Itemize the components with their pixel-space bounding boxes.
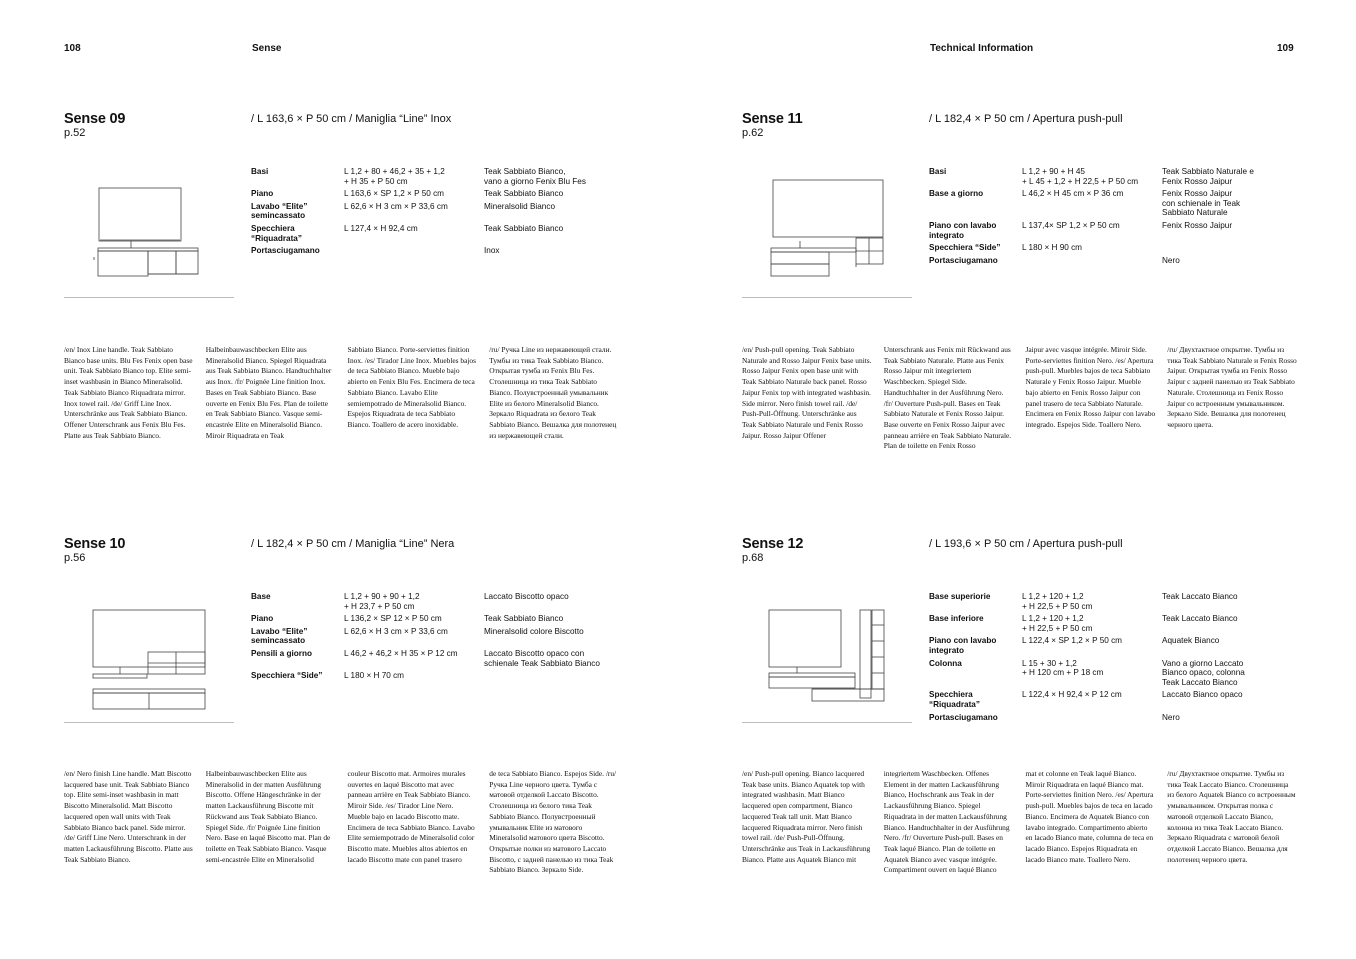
section-sense-10 [64, 536, 624, 956]
spec-row [251, 189, 626, 199]
left-page-number: 108 [64, 43, 81, 54]
spec-row [929, 256, 1304, 266]
spec-dimensions: L 1,2 + 90 + H 45 + L 45 + 1,2 + H 22,5 + P 50 cm [1022, 167, 1139, 186]
spec-material: Teak Sabbiato Bianco [484, 614, 564, 624]
spec-row [251, 202, 626, 221]
section-subtitle: / L 193,6 × P 50 cm / Apertura push-pull [929, 538, 1123, 550]
section-title: Sense 12 [742, 536, 804, 552]
description-column: /ru/ Двухтактное открытие. Тумбы из тика Teak Laccato Bianco. Столешница из белого Aquatek Bianco со встроенным умывальником. Открытая полка с матовой отделкой Laccato Bianco, колонна из тика Teak Laccato Bianco. Зеркало Riquadrata с матовой белой отделкой Laccato Bianco. Вешалка для полотенец черного цвета. [1167, 769, 1296, 864]
section-title: Sense 10 [64, 536, 126, 552]
description-column: Unterschrank aus Fenix mit Rückwand aus Teak Sabbiato Naturale. Platte aus Fenix Rosso Jaipur mit integriertem Waschbecken. Spiegel Side. Handtuchhalter in der Ausführung Nero. /fr/ Ouverture Push-pull. Bases en Teak Sabbiato Naturale et Fenix Rosso Jaipur. Base ouverte en Fenix Rosso Jaipur avec panneau arrière en Teak Sabbiato Naturale. Plan de toilette en Fenix Rosso [883, 345, 1012, 451]
divider-rule [742, 297, 912, 298]
spec-row [251, 592, 626, 611]
spec-material: Mineralsolid Bianco [484, 201, 555, 211]
multilingual-description [742, 345, 1297, 452]
spec-label: Specchiera “Riquadrata” [251, 223, 302, 243]
description-column: Halbeinbauwaschbecken Elite aus Mineralsolid Bianco. Spiegel Riquadrata aus Teak Sabbiato Bianco. Handtuchhalter aus Inox. /fr/ Poignée Line finition Inox. Bases en Teak Sabbiato Bianco. Base ouverte en Fenix Blu Fes. Plan de toilette en Teak Sabbiato Bianco. Vasque semi-encastrée Elite en Mineralsolid Bianco. Miroir Riquadrata en Teak [205, 345, 332, 440]
spec-row [251, 671, 626, 681]
divider-rule [64, 722, 234, 723]
spec-label: Base [251, 592, 271, 601]
spec-label: Base inferiore [929, 614, 984, 624]
spec-material: Teak Laccato Bianco [1162, 614, 1238, 624]
spec-row [929, 243, 1304, 253]
description-column: Jaipur avec vasque intégrée. Miroir Side. Porte-serviettes finition Nero. /es/ Apertura push-pull. Muebles bajos de teca Sabbiato Naturale y Fenix Rosso Jaipur. Mueble bajo abierto en Fenix Rosso Jaipur con panel trasero de teca Sabbiato Naturale. Encimera en Fenix Rosso Jaipur con lavabo integrado. Espejos Side. Toallero Nero. [1025, 345, 1156, 429]
spec-material: Teak Sabbiato Bianco [484, 189, 564, 199]
section-sense-09 [64, 111, 624, 531]
section-sense-11 [742, 111, 1302, 531]
section-title: Sense 09 [64, 111, 126, 127]
divider-rule [742, 722, 912, 723]
description-column: /en/ Push-pull opening. Bianco lacquered Teak base units. Bianco Aquatek top with integrated washbasin. Matt Bianco lacquered open compartment, Bianco lacquered Teak tall unit. Matt Bianco lacquered Riquadrata mirror. Nero finish towel rail. /de/ Push-Pull-Öffnung. Unterschränke aus Teak in Lackausführung Bianco. Platte aus Aquatek Bianco mit [742, 769, 871, 864]
section-subtitle: / L 182,4 × P 50 cm / Apertura push-pull [929, 113, 1123, 125]
description-column: /en/ Push-pull opening. Teak Sabbiato Naturale and Rosso Jaipur Fenix base units. Rosso Jaipur Fenix open base unit with Teak Sabbiato Naturale back panel. Rosso Jaipur Fenix top with integrated washbasin. Side mirror. Nero finish towel rail. /de/ Push-Pull-Öffnung. Unterschränke aus Teak Sabbiato Naturale und Fenix Rosso Jaipur. Rosso Jaipur Offener [742, 345, 872, 440]
spec-dimensions: L 122,4 × H 92,4 × P 12 cm [1022, 690, 1122, 700]
spec-label: Piano con lavabo integrato [929, 636, 997, 655]
spec-dimensions: L 1,2 + 80 + 46,2 + 35 + 1,2 + H 35 + P 50 cm [344, 167, 445, 186]
spec-material: Teak Sabbiato Bianco [484, 223, 564, 233]
spec-dimensions: L 180 × H 70 cm [344, 671, 404, 681]
section-page-ref: p.52 [64, 127, 86, 139]
spec-label: Portasciugamano [929, 712, 998, 722]
right-running-title: Technical Information [930, 43, 1034, 54]
spec-table [929, 592, 1304, 725]
spec-label: Base superiorie [929, 592, 991, 601]
spec-table [251, 592, 626, 684]
spec-material: Teak Sabbiato Naturale e Fenix Rosso Jaipur [1162, 167, 1254, 186]
spec-label: Pensili a giorno [251, 648, 312, 658]
spec-dimensions: L 127,4 × H 92,4 cm [344, 223, 418, 233]
spec-row [251, 224, 626, 243]
description-column: /en/ Nero finish Line handle. Matt Biscotto lacquered base unit. Teak Sabbiato Bianco top. Elite semi-inset washbasin in matt Biscotto Mineralsolid. Matt Biscotto lacquered open wall units with Teak Sabbiato Bianco back panel. Side mirror. /de/ Griff Line Nero. Unterschrank in der matten Lackausführung Biscotto. Platte aus Teak Sabbiato Bianco. [64, 769, 193, 864]
spec-material: Laccato Biscotto opaco con schienale Teak Sabbiato Bianco [484, 648, 600, 668]
multilingual-description [742, 769, 1297, 876]
divider-rule [64, 297, 234, 298]
section-title: Sense 11 [742, 111, 803, 127]
spec-label: Portasciugamano [251, 246, 320, 256]
section-page-ref: p.68 [742, 552, 764, 564]
spec-dimensions: L 180 × H 90 cm [1022, 243, 1082, 253]
spec-dimensions: L 163,6 × SP 1,2 × P 50 cm [344, 189, 444, 199]
spec-row [929, 221, 1304, 240]
left-running-title: Sense [252, 43, 282, 54]
spec-material: Nero [1162, 255, 1180, 265]
description-column: Halbeinbauwaschbecken Elite aus Mineralsolid in der matten Ausführung Biscotto. Offene Hängeschränke in der matten Lackausführung Biscotte mit Rückwand aus Teak Sabbiato Bianco. Spiegel Side. /fr/ Poignée Line finition Nero. Base en laqué Biscotto mat. Plan de toilette en Teak Sabbiato Bianco. Vasque semi-encastrée Elite en Mineralsolid [205, 769, 331, 864]
product-line-drawing [64, 156, 239, 301]
spec-dimensions: L 137,4× SP 1,2 × P 50 cm [1022, 220, 1120, 230]
spec-material: Nero [1162, 712, 1180, 722]
section-page-ref: p.62 [742, 127, 764, 139]
description-column: mat et colonne en Teak laqué Bianco. Miroir Riquadrata en laqué Bianco mat. Porte-serviettes finition Nero. /es/ Apertura push-pull. Muebles bajos de teca en lacado Bianco. Encimera de Aquatek Bianco con lavabo integrado. Compartimento abierto en lacado Bianco mate, columna de teca en lacado Bianco. Espejos Riquadrata en lacado Bianco mate. Toallero Nero. [1025, 769, 1154, 864]
spec-label: Portasciugamano [929, 255, 998, 265]
description-column: Sabbiato Bianco. Porte-serviettes finition Inox. /es/ Tirador Line Inox. Muebles bajos de teca Sabbiato Bianco. Mueble bajo abierto en Fenix Blu Fes. Encimera de teca Sabbiato Bianco. Lavabo Elite semiempotrado de Mineralsolid Bianco. Espejos Riquadrata de teca Sabbiato Bianco. Toallero de acero inoxidable. [347, 345, 477, 429]
spec-row [929, 690, 1304, 709]
spec-dimensions: L 62,6 × H 3 cm × P 33,6 cm [344, 201, 448, 211]
spec-label: Base a giorno [929, 189, 984, 199]
spec-label: Lavabo “Elite” semincassato [251, 201, 308, 221]
spec-table [251, 167, 626, 259]
spec-label: Piano [251, 614, 274, 624]
description-column: de teca Sabbiato Bianco. Espejos Side. /ru/ Ручка Line черного цвета. Тумба с матовой отделкой Laccato Biscotto. Столешница из белого тика Teak Sabbiato Bianco. Полувстроенный умывальник Elite из матового Mineralsolid матового цвета Biscotto. Открытые полки из матового Laccato Biscotto, с задней панелью из тика Teak Sabbiato Bianco. Зеркало Side. [489, 769, 617, 875]
product-line-drawing [742, 156, 917, 301]
spec-label: Specchiera “Side” [251, 671, 323, 681]
product-line-drawing [742, 581, 917, 726]
spec-dimensions: L 136,2 × SP 12 × P 50 cm [344, 614, 442, 624]
spec-dimensions: L 15 + 30 + 1,2 + H 120 cm + P 18 cm [1022, 658, 1104, 678]
spec-row [251, 614, 626, 624]
description-column: /ru/ Двухтактное открытие. Тумбы из тика Teak Sabbiato Naturale и Fenix Rosso Jaipur. Открытая тумба из Fenix Rosso Jaipur с задней панелью из Teak Sabbiato Naturale. Столешница из Fenix Rosso Jaipur со встроенным умывальником. Зеркало Side. Вешалка для полотенец черного цвета. [1167, 345, 1297, 429]
spec-dimensions: L 46,2 × H 45 cm × P 36 cm [1022, 189, 1124, 199]
spec-row [251, 627, 626, 646]
spec-material: Vano a giorno Laccato Bianco opaco, colonna Teak Laccato Bianco [1162, 658, 1245, 687]
spec-label: Specchiera “Riquadrata” [929, 690, 980, 709]
spec-material: Mineralsolid colore Biscotto [484, 626, 584, 636]
spec-label: Basi [929, 167, 947, 176]
spec-dimensions: L 1,2 + 120 + 1,2 + H 22,5 + P 50 cm [1022, 592, 1093, 611]
spec-material: Teak Sabbiato Bianco, vano a giorno Fenix Blu Fes [484, 167, 586, 186]
spec-row [251, 167, 626, 186]
spec-label: Piano con lavabo integrato [929, 220, 997, 240]
right-page-number: 109 [1277, 43, 1294, 54]
description-column: /ru/ Ручка Line из нержавеющей стали. Тумбы из тика Teak Sabbiato Bianco. Открытая тумба из Fenix Blu Fes. Столешница из тика Teak Sabbiato Bianco. Полувстроенный умывальник Elite из белого Mineralsolid Bianco. Зеркало Riquadrata из белого Teak Sabbiato Bianco. Вешалка для полотенец из нержавеющей стали. [489, 345, 617, 440]
spec-dimensions: L 62,6 × H 3 cm × P 33,6 cm [344, 626, 448, 636]
spec-row [929, 659, 1304, 688]
multilingual-description [64, 769, 619, 876]
section-sense-12 [742, 536, 1302, 956]
spec-row [251, 649, 626, 668]
spec-row [251, 246, 626, 256]
product-line-drawing [64, 581, 239, 726]
spec-row [929, 614, 1304, 633]
spec-label: Colonna [929, 658, 962, 668]
spec-dimensions: L 122,4 × SP 1,2 × P 50 cm [1022, 636, 1122, 646]
spec-label: Lavabo “Elite” semincassato [251, 626, 308, 646]
spec-material: Fenix Rosso Jaipur [1162, 220, 1233, 230]
section-subtitle: / L 182,4 × P 50 cm / Maniglia “Line” Nera [251, 538, 455, 550]
description-column: /en/ Inox Line handle. Teak Sabbiato Bianco base units. Blu Fes Fenix open base unit. Teak Sabbiato Bianco top. Elite semi-inset washbasin in Bianco Mineralsolid. Teak Sabbiato Bianco Riquadrata mirror. Inox towel rail. /de/ Griff Line Inox. Unterschränke aus Teak Sabbiato Bianco. Offener Unterschrank aus Fenix Blu Fes. Platte aus Teak Sabbiato Bianco. [64, 345, 193, 440]
spec-label: Basi [251, 167, 269, 176]
spec-label: Piano [251, 189, 274, 199]
section-page-ref: p.56 [64, 552, 86, 564]
spec-material: Fenix Rosso Jaipur con schienale in Teak Sabbiato Naturale [1162, 189, 1241, 218]
spec-row [929, 189, 1304, 218]
description-column: couleur Biscotto mat. Armoires murales ouvertes en laqué Biscotto mat avec panneau arrière en Teak Sabbiato Bianco. Miroir Side. /es/ Tirador Line Nero. Mueble bajo en lacado Biscotto mate. Encimera de teca Sabbiato Bianco. Lavabo Elite semiempotrado de Mineralsolid color Biscotto mate. Muebles altos abiertos en lacado Biscotto mate con panel trasero [347, 769, 475, 864]
spec-row [929, 636, 1304, 655]
spec-material: Teak Laccato Bianco [1162, 592, 1238, 601]
spec-label: Specchiera “Side” [929, 243, 1001, 253]
spec-material: Laccato Biscotto opaco [484, 592, 569, 601]
section-subtitle: / L 163,6 × P 50 cm / Maniglia “Line” Inox [251, 113, 452, 125]
description-column: integriertem Waschbecken. Offenes Element in der matten Lackausführung Bianco, Hochschrank aus Teak in der Lackausführung Bianco. Spiegel Riquadrata in der matten Lackausführung Bianco. Handtuchhalter in der Ausführung Nero. /fr/ Ouverture Push-pull. Bases en Teak laqué Bianco. Plan de toilette en Aquatek Bianco avec vasque intégrée. Compartiment ouvert en laqué Bianco [883, 769, 1010, 875]
spec-material: Inox [484, 246, 500, 256]
spec-dimensions: L 46,2 + 46,2 × H 35 × P 12 cm [344, 648, 458, 658]
multilingual-description [64, 345, 619, 441]
spec-material: Laccato Bianco opaco [1162, 690, 1243, 700]
spec-dimensions: L 1,2 + 120 + 1,2 + H 22,5 + P 50 cm [1022, 614, 1093, 633]
spec-material: Aquatek Bianco [1162, 636, 1220, 646]
spec-table [929, 167, 1304, 268]
spec-row [929, 167, 1304, 186]
spec-dimensions: L 1,2 + 90 + 90 + 1,2 + H 23,7 + P 50 cm [344, 592, 420, 611]
spec-row [929, 713, 1304, 723]
spec-row [929, 592, 1304, 611]
